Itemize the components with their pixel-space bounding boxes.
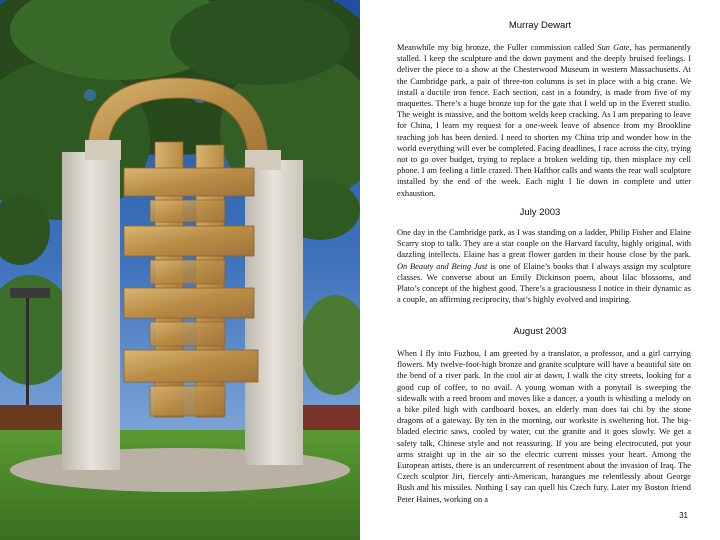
- paragraph-sun-gate: Meanwhile my big bronze, the Fuller commission called Sun Gate, has permanently stalled. I keep the sculpture and the down payment and the deeply bruised feelings. I deliver the piece to a show at the Chesterwood Museum in western Massachusetts. At the Cambridge park, a pair of three-ton columns is set in place with a big crane. We install a ductile iron fence. Each section, cast in a foundry, is made from five of my maquettes. There’s a huge bronze top for the gate that I weld up in the Everett studio. The weight is massive, and the bottom welds keep cracking. As I am preparing to leave for China, I learn my request for a one-week leave of absence from my Brookline teaching job has been denied. I need to shorten my China trip and wonder how in the world everything will ever be completed. Facing deadlines, I race across the city, trying not to go over budget, trying to replace a broken welding tip, then misplace my cell phone. I am feeling a little crazed. Then Hafthor calls and wants the rear wall sculpture installed by the end of the week. Each night I lie down in complete and utter exhaustion.: [397, 43, 691, 198]
- heading-july-2003: July 2003: [519, 207, 561, 218]
- page-number: 31: [679, 511, 688, 520]
- paragraph-fuzhou: When I fly into Fuzhou, I am greeted by a translator, a professor, and a girl carrying flowers. My twelve-foot-high bronze and granite sculpture will have a beautiful site on the bend of a river park. In the cool air at dawn, I walk the city streets, looking for a good cup of coffee, to no avail. A young woman with a ponytail is sweeping the sidewalk with a reed broom and moves like a dancer, a youth is whistling a melody on a bike piled high with cardboard boxes, an elderly man does tai chi by the stone dragons of a gateway. By ten in the morning, our worksite is sweltering hot. The big-bladed electric saws, cooled by water, cut the granite and it goes slowly. We get a safety talk, Chinese style and not reassuring. If you are being electrocuted, put your arms straight up in the air so the electric current misses your heart. Among the European artists, there is an undercurrent of resentment about the invasion of Iraq. The Czech sculptor Jiri, fiercely anti-American, harangues me relentlessly about George Bush and his missiles. Nothing I say can quell his Czech fury. Later my Boston friend Peter Haines, working on a: [397, 349, 691, 504]
- heading-august-2003: August 2003: [513, 326, 567, 337]
- running-head: Murray Dewart: [508, 20, 572, 31]
- paragraph-cambridge-park: One day in the Cambridge park, as I was standing on a ladder, Philip Fisher and Elaine Scarry stop to talk. They are a star couple on the Harvard faculty, highly original, with dazzling intellects. Elaine has a great flower garden in their house close by the park. On Beauty and Being Just is one of Elaine’s books that I always assign my sculpture classes. We converse about an Emily Dickinson poem, about lilac blossoms, and Plato’s concept of the highest good. There’s a graciousness I notice in their dynamic as a couple, an affirming reciprocity, that’s highly evolved and inspiring.: [397, 228, 691, 305]
- text-page: [360, 0, 720, 540]
